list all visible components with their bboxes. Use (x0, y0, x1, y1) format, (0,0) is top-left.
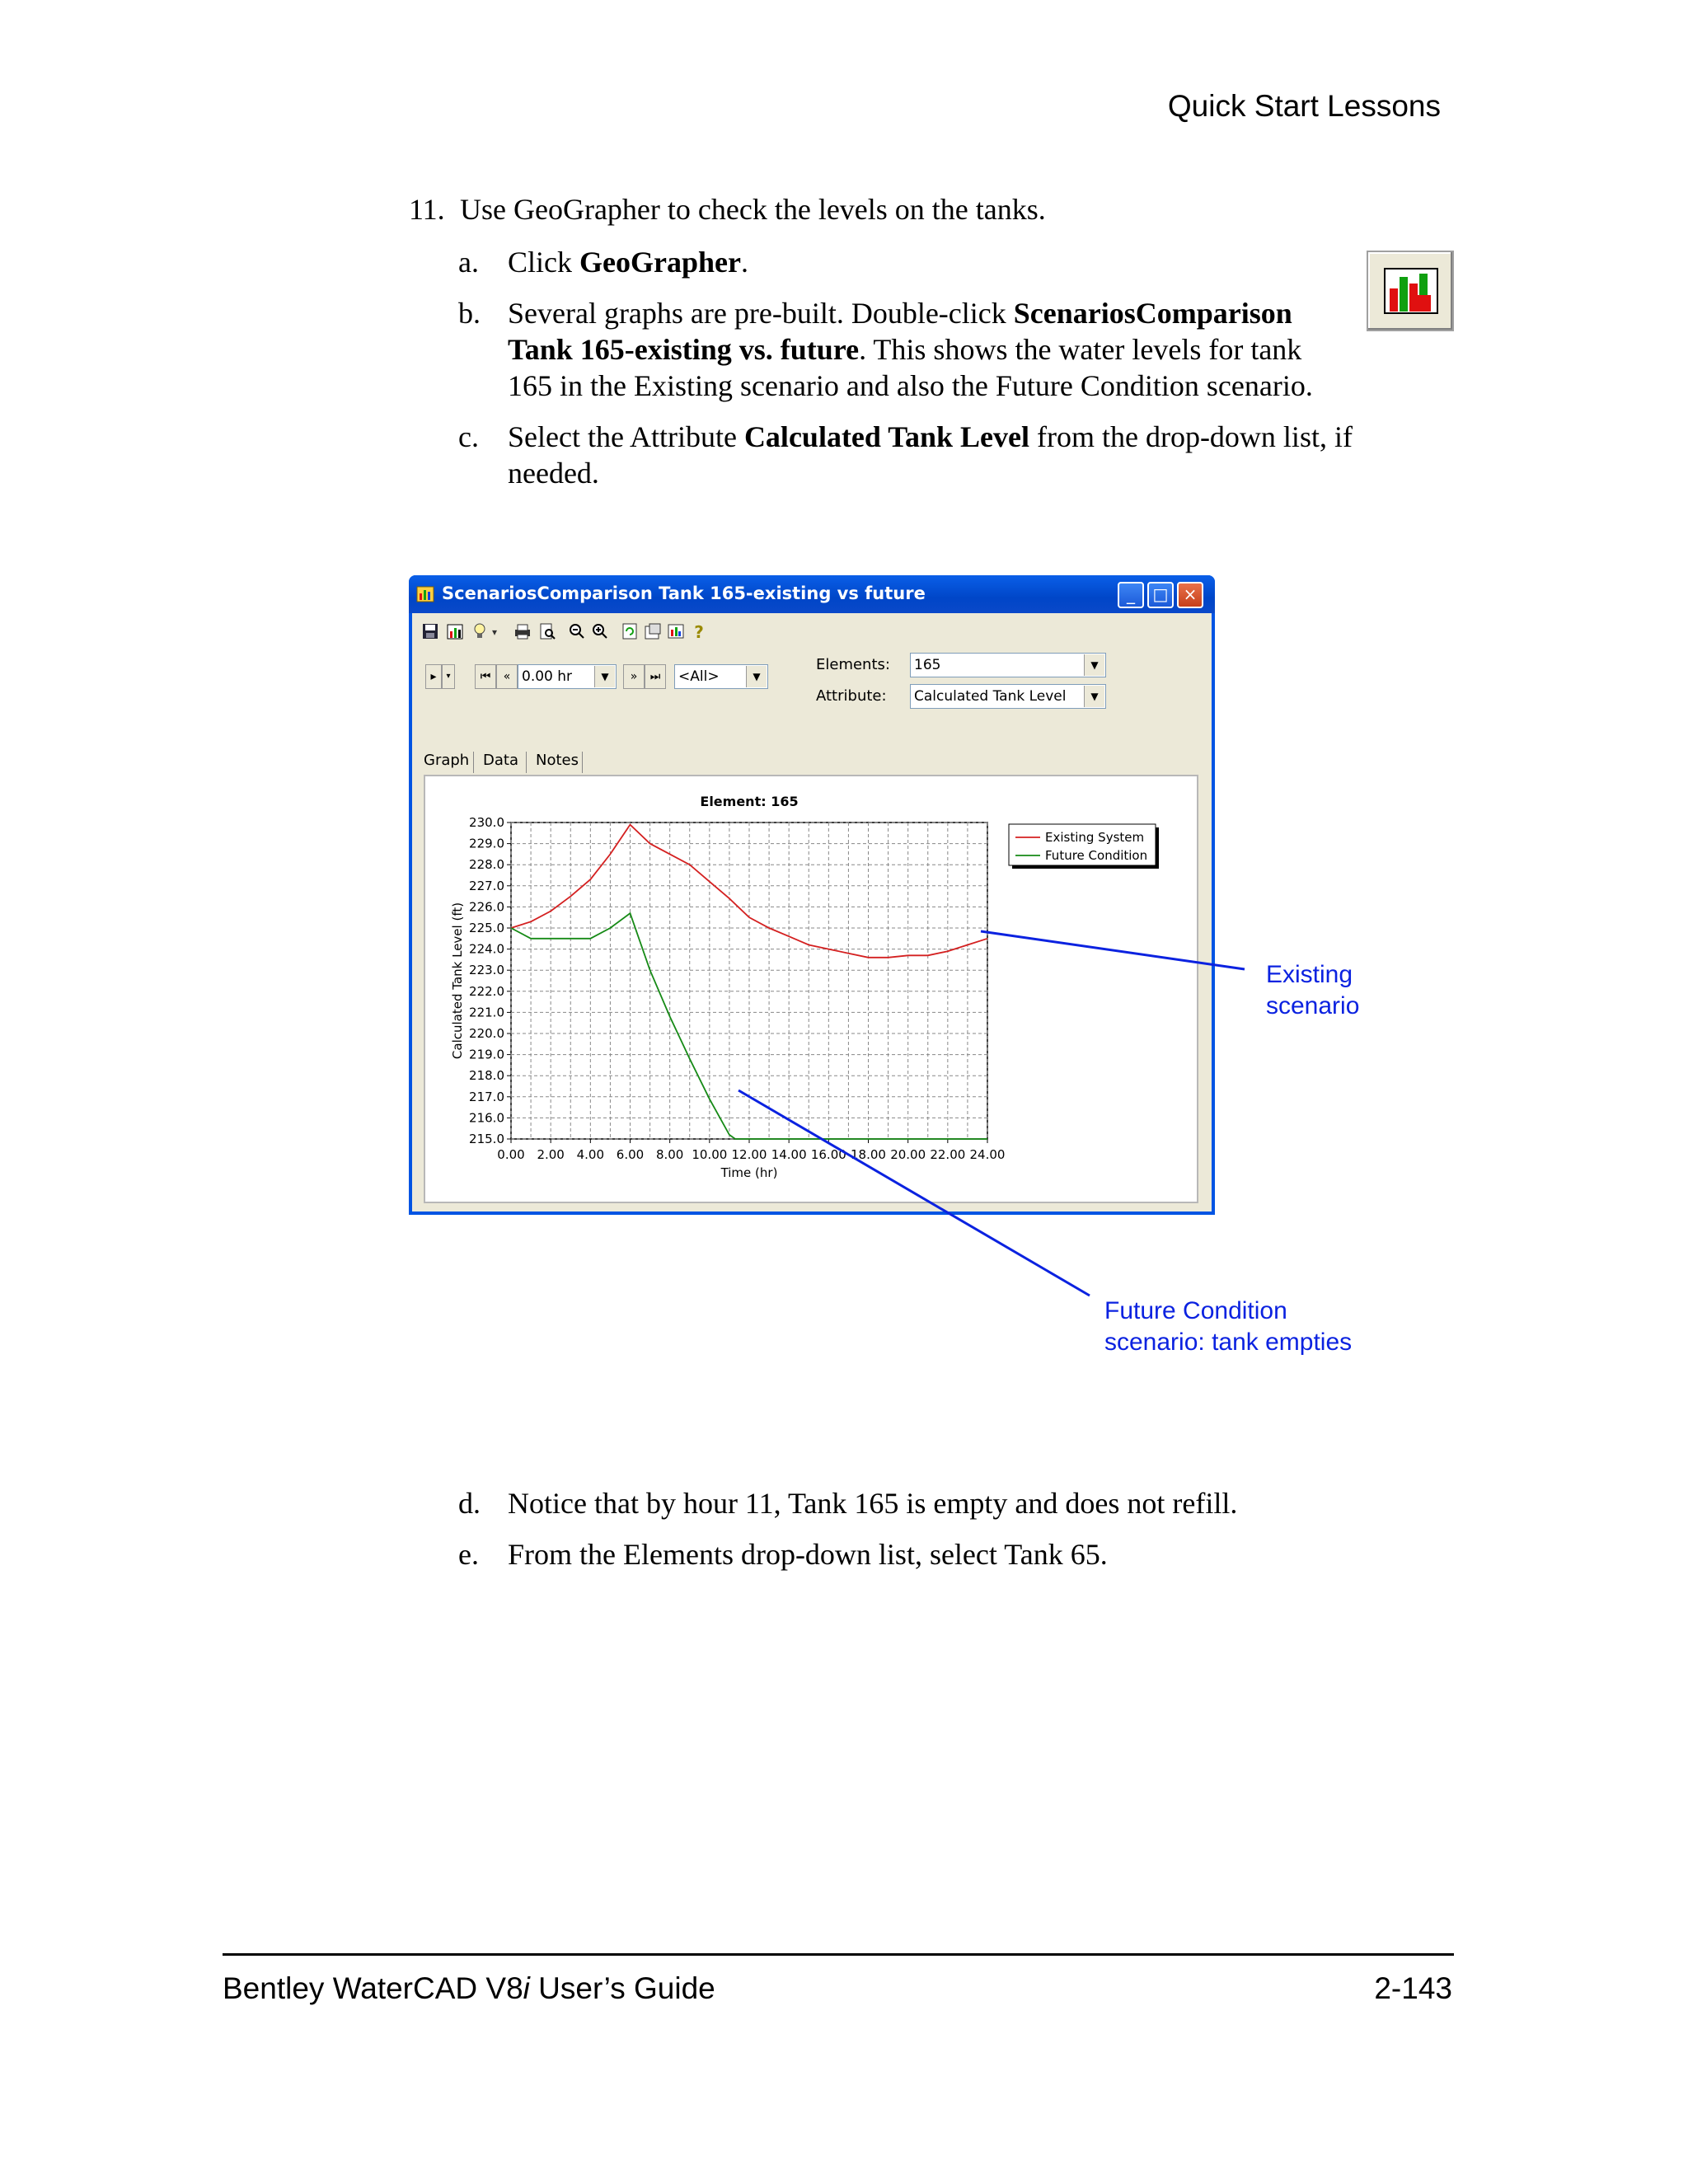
x-tick-label: 14.00 (771, 1147, 807, 1162)
step-text: Select the Attribute Calculated Tank Level from the drop-down list, if needed. (508, 420, 1353, 490)
tab-graph[interactable]: Graph (417, 750, 476, 771)
first-step-button[interactable]: ⏮ (475, 664, 496, 689)
x-tick-label: 18.00 (851, 1147, 886, 1162)
y-tick-label: 215.0 (469, 1132, 504, 1146)
y-tick-label: 221.0 (469, 1005, 504, 1020)
x-tick-label: 4.00 (576, 1147, 605, 1162)
x-tick-label: 2.00 (537, 1147, 565, 1162)
existing-callout: Existing scenario (1266, 961, 1360, 1019)
x-tick-label: 20.00 (890, 1147, 926, 1162)
future-callout-line (738, 1090, 1090, 1296)
y-tick-label: 228.0 (469, 857, 504, 873)
time-combo[interactable]: 0.00 hr ▼ (518, 664, 617, 689)
chevron-down-icon: ▼ (746, 666, 767, 687)
geographer-bold: GeoGrapher (579, 246, 741, 279)
last-step-button[interactable]: ⏭ (645, 664, 666, 689)
elements-label: Elements: (816, 656, 890, 673)
footer-rule (223, 1953, 1454, 1956)
y-tick-label: 229.0 (469, 836, 504, 851)
play-dropdown-icon[interactable]: ▾ (442, 664, 455, 689)
chart-title: Element: 165 (700, 794, 799, 809)
attribute-combo[interactable]: Calculated Tank Level ▼ (910, 684, 1106, 709)
page-header-title: Quick Start Lessons (1167, 89, 1441, 123)
chevron-down-icon: ▼ (1084, 654, 1104, 676)
x-tick-label: 0.00 (497, 1147, 525, 1162)
x-tick-label: 6.00 (616, 1147, 645, 1162)
future-callout: Future Condition scenario: tank empties (1104, 1297, 1353, 1356)
chevron-down-icon: ▼ (1084, 686, 1104, 707)
elements-combo[interactable]: 165 ▼ (910, 653, 1106, 677)
prev-step-button[interactable]: « (496, 664, 518, 689)
y-tick-label: 226.0 (469, 899, 504, 915)
step-text: From the Elements drop-down list, select Tank 65. (508, 1538, 1108, 1571)
y-tick-label: 230.0 (469, 815, 504, 830)
step-letter: d. (458, 1487, 481, 1520)
chevron-down-icon: ▼ (594, 666, 615, 687)
footer-guide-title: Bentley WaterCAD V8i User’s Guide (223, 1971, 715, 2005)
step-number: 11. (409, 193, 445, 226)
x-tick-label: 22.00 (930, 1147, 966, 1162)
y-tick-label: 216.0 (469, 1110, 504, 1126)
x-tick-label: 8.00 (655, 1147, 684, 1162)
footer-page-number: 2-143 (1374, 1971, 1452, 2005)
x-tick-label: 12.00 (731, 1147, 767, 1162)
help-icon[interactable]: ? (694, 622, 704, 642)
step-e (458, 1536, 1447, 1572)
dropdown-arrow-icon[interactable]: ▾ (491, 626, 498, 638)
step-text: Click GeoGrapher. (508, 246, 748, 279)
tab-data[interactable]: Data (483, 752, 518, 769)
y-tick-label: 224.0 (469, 941, 504, 957)
y-axis-label: Calculated Tank Level (ft) (450, 902, 465, 1060)
x-axis-label: Time (hr) (720, 1165, 778, 1180)
y-tick-label: 218.0 (469, 1068, 504, 1084)
x-tick-label: 16.00 (810, 1147, 846, 1162)
legend-label: Existing System (1045, 830, 1145, 845)
tab-notes[interactable]: Notes (536, 752, 579, 769)
maximize-button[interactable]: □ (1147, 582, 1174, 608)
y-tick-label: 219.0 (469, 1047, 504, 1062)
step-d (458, 1485, 1447, 1521)
x-tick-label: 24.00 (969, 1147, 1006, 1162)
step-letter: a. (458, 246, 479, 279)
y-tick-label: 222.0 (469, 983, 504, 999)
minimize-button[interactable]: _ (1118, 582, 1144, 608)
existing-callout-line (981, 931, 1245, 969)
y-tick-label: 217.0 (469, 1089, 504, 1104)
legend-label: Future Condition (1045, 848, 1148, 863)
step-text: Several graphs are pre-built. Double-click ScenariosComparison Tank 165-existing vs. future. This shows the water levels for tank 165 in the Existing scenario and also the Future Condition scenario. (508, 297, 1313, 402)
attribute-label: Attribute: (816, 687, 887, 705)
window-title: ScenariosComparison Tank 165-existing vs future (442, 583, 926, 603)
y-tick-label: 223.0 (469, 963, 504, 978)
y-tick-label: 227.0 (469, 878, 504, 893)
step-letter: c. (458, 420, 479, 453)
all-combo[interactable]: <All> ▼ (674, 664, 768, 689)
next-step-button[interactable]: » (623, 664, 645, 689)
y-tick-label: 220.0 (469, 1026, 504, 1041)
x-tick-label: 10.00 (692, 1147, 728, 1162)
play-button[interactable]: ▸ (425, 664, 442, 689)
close-button[interactable]: × (1177, 582, 1203, 608)
y-tick-label: 225.0 (469, 921, 504, 935)
step-letter: e. (458, 1538, 479, 1571)
step-text: Use GeoGrapher to check the levels on the tanks. (460, 193, 1046, 226)
step-text: Notice that by hour 11, Tank 165 is empty and does not refill. (508, 1487, 1238, 1520)
step-letter: b. (458, 297, 481, 330)
